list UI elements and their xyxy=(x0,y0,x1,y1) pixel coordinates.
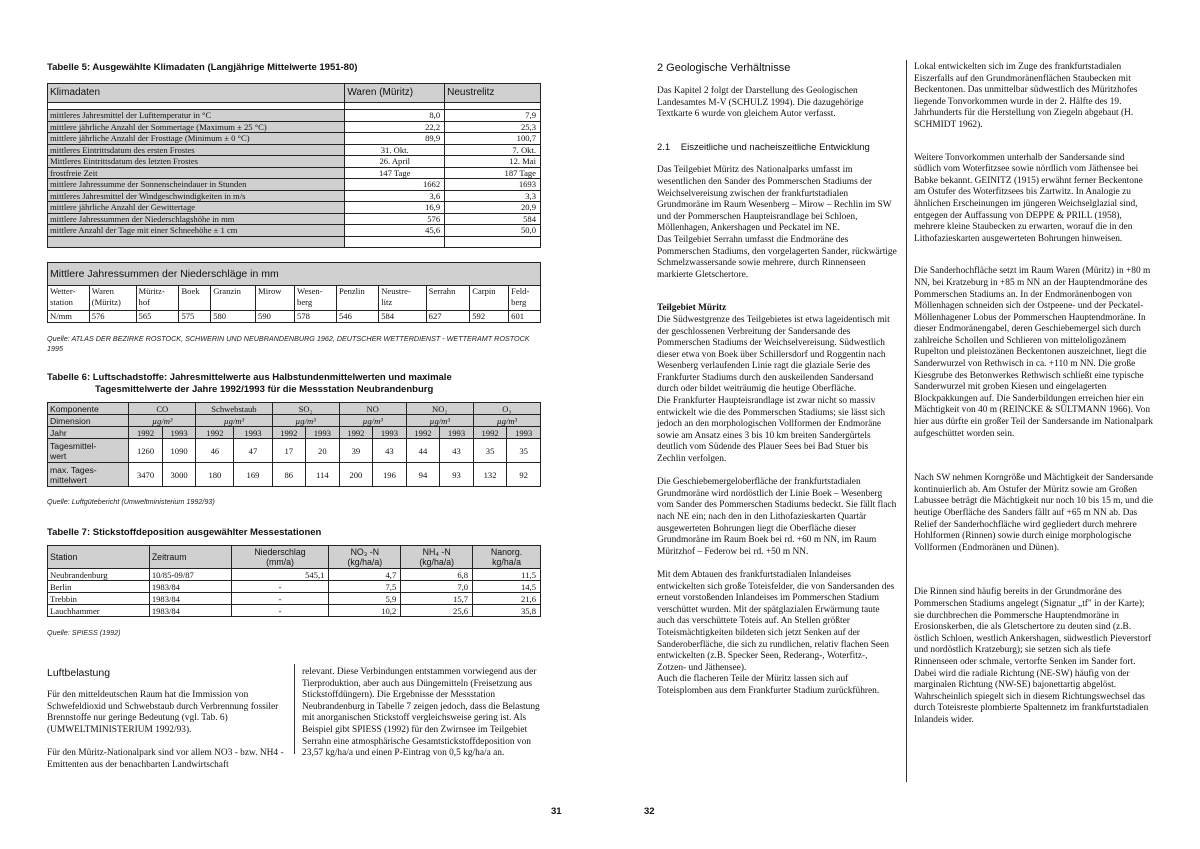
table-cell: 584 xyxy=(445,213,541,225)
table-cell: Neubrandenburg xyxy=(48,569,150,581)
column-header: Boek xyxy=(179,286,211,311)
table-row xyxy=(48,103,541,110)
table-cell xyxy=(345,236,445,248)
table-cell: 3,3 xyxy=(445,190,541,202)
table-cell: 11,5 xyxy=(473,569,541,581)
column-header: Wesen- berg xyxy=(295,286,337,311)
table-cell: 35 xyxy=(507,439,541,463)
table-cell: 5,9 xyxy=(329,593,401,605)
table-cell: 17 xyxy=(272,439,306,463)
table-cell: 100,7 xyxy=(445,133,541,145)
table-cell: 46 xyxy=(196,439,234,463)
table-cell: 31. Okt. xyxy=(345,144,445,156)
table-cell: 86 xyxy=(272,463,306,487)
column-header: Granzin xyxy=(211,286,256,311)
column-header: 1992 xyxy=(129,427,163,439)
table-cell: mittlere Jahressummen der Niederschlagshöhe in mm xyxy=(48,213,345,225)
table-cell: 21,6 xyxy=(473,593,541,605)
table-cell: 35 xyxy=(473,439,507,463)
column-header: Waren (Müritz) xyxy=(345,84,445,103)
column-header: 1993 xyxy=(507,427,541,439)
chapter-heading: 2 Geologische Verhältnisse xyxy=(657,62,791,74)
column-header: µg/m³ xyxy=(196,415,272,427)
column-header: 1992 xyxy=(196,427,234,439)
table-cell: 575 xyxy=(179,311,211,323)
table-cell: 114 xyxy=(306,463,340,487)
table7-source: Quelle: SPIESS (1992) xyxy=(47,628,121,637)
paragraph: Die Geschiebemergeloberfläche der frankfurtstadialen Grundmoräne wird nordöstlich der Linie Boek – Wesenberg vom Sander des Pommerschen Stadiums bedeckt. Sie fällt flach nach NE ein; nach den in den Lithofazieskarten Quartär ausgewerteten Bohrungen liegt die Oberfläche dieser Grundmoräne im Raum Boek bei rd. +60 m NN, im Raum Müritzhof – Federow bei rd. +50 m NN. xyxy=(657,477,897,557)
table-cell: 16,9 xyxy=(345,202,445,214)
luftbelastung-column-1 xyxy=(47,690,287,771)
section-heading: 2.1 Eiszeitliche und nacheiszeitliche Entwicklung xyxy=(657,141,870,153)
table-cell: 92 xyxy=(507,463,541,487)
table-cell: 545,1 xyxy=(231,569,329,581)
table-cell: 580 xyxy=(211,311,256,323)
table-header-row xyxy=(48,403,541,415)
table-cell: 25,6 xyxy=(401,605,473,617)
table-cell: 584 xyxy=(379,311,426,323)
table-cell: 546 xyxy=(336,311,378,323)
table-cell: 1983/84 xyxy=(149,593,231,605)
table-cell: 576 xyxy=(345,213,445,225)
row-header: N/mm xyxy=(48,311,90,323)
column-header: Schwebstaub xyxy=(196,403,272,415)
column-header: 1992 xyxy=(406,427,440,439)
table5-caption: Tabelle 5: Ausgewählte Klimadaten (Langjährige Mittelwerte 1951-80) xyxy=(47,62,358,73)
column-header: NO₃ -N (kg/ha/a) xyxy=(329,546,401,569)
table-cell: 44 xyxy=(406,439,440,463)
table-cell: 169 xyxy=(234,463,272,487)
table-cell: mittleres Jahresmittel der Lufttemperatur in °C xyxy=(48,110,345,122)
table5-source: Quelle: ATLAS DER BEZIRKE ROSTOCK, SCHWERIN UND NEUBRANDENBURG 1962, DEUTSCHER WETTERDIENST - WETTERAMT ROSTOCK 1995 xyxy=(47,334,530,353)
table-header-row xyxy=(48,427,541,439)
column-header: Mirow xyxy=(256,286,295,311)
section-title: Mittlere Jahressummen der Niederschläge in mm xyxy=(48,263,541,286)
paragraph: Auch die flacheren Teile der Müritz lassen sich auf Toteisplomben aus dem Frankfurter Stadium zurückführen. xyxy=(657,674,880,696)
column-header: 1993 xyxy=(440,427,474,439)
table-cell: Berlin xyxy=(48,581,150,593)
table-cell: 3,6 xyxy=(345,190,445,202)
right-column-1 xyxy=(657,86,897,698)
table-cell: 627 xyxy=(426,311,470,323)
table-cell: - xyxy=(231,593,329,605)
table-cell: 1983/84 xyxy=(149,605,231,617)
table-cell: 20 xyxy=(306,439,340,463)
table-row xyxy=(48,581,541,593)
table-cell: 576 xyxy=(89,311,136,323)
table-cell: 7,5 xyxy=(329,581,401,593)
row-header: Wetter- station xyxy=(48,286,90,311)
table-row xyxy=(48,569,541,581)
table-cell: 43 xyxy=(373,439,407,463)
column-header: µg/m³ xyxy=(406,415,473,427)
table-row xyxy=(48,144,541,156)
table-cell: 12. Mai xyxy=(445,156,541,168)
luftbelastung-heading: Luftbelastung xyxy=(47,667,111,679)
table-cell: 14,5 xyxy=(473,581,541,593)
table-header-row xyxy=(48,415,541,427)
table-cell: 196 xyxy=(373,463,407,487)
table-cell: 592 xyxy=(470,311,509,323)
paragraph: Für den mitteldeutschen Raum hat die Immission von Schwefeldioxid und Schwebstaub durch Verbrennung fossiler Brennstoffe nur geringe Bedeutung (vgl. Tab. 6) (UMWELTMINISTERIUM 1992/93). xyxy=(47,690,279,735)
column-header: Neustre- litz xyxy=(379,286,426,311)
table-section-header xyxy=(48,263,541,286)
table-cell: 6,8 xyxy=(401,569,473,581)
table-cell: - xyxy=(231,605,329,617)
table-cell: Trebbin xyxy=(48,593,150,605)
table-cell: 590 xyxy=(256,311,295,323)
table-cell: 1090 xyxy=(162,439,196,463)
table-cell: 35,8 xyxy=(473,605,541,617)
table-cell: 601 xyxy=(509,311,541,323)
column-header: 1993 xyxy=(306,427,340,439)
column-header: SO₂ xyxy=(272,403,339,415)
column-header: NO xyxy=(339,403,406,415)
table6-source: Quelle: Luftgütebericht (Umweltministerium 1992/93) xyxy=(47,497,215,506)
column-header: µg/m³ xyxy=(473,415,540,427)
table-cell: 15,7 xyxy=(401,593,473,605)
column-header: 1993 xyxy=(373,427,407,439)
column-header: Dimension xyxy=(48,415,129,427)
paragraph: Für den Müritz-Nationalpark sind vor allem NO3 - bzw. NH4 -Emittenten aus der benachbarten Landwirtschaft xyxy=(47,747,284,770)
table-cell: 4,7 xyxy=(329,569,401,581)
table-row xyxy=(48,605,541,617)
table-cell: 25,3 xyxy=(445,121,541,133)
paragraph: Die Sanderhochfläche setzt im Raum Waren (Müritz) in +80 m NN, bei Kratzeburg in +85 m NN an der Hauptendmoräne des Pommerschen Stadiums an. In der Endmoränenbogen von Möllenhagen schneiden sich der Ostpeene- und der Peckatel-Möllenhagener Lobus der Pommerschen Hauptendmoräne. In dieser Endmoränengabel, deren Geschiebemergel sich durch zahlreiche Schollen und Schlieren von mitteloligozänem Rupelton und pleistozänen Beckentonen auszeichnet, liegt die Sanderwurzel von Rethwisch in ca. +110 m NN. Die große Kiesgrube des Betonwerkes Rethwisch schließt eine typische Sanderwurzel mit groben Kiesen und eingelagerten Blockpakkungen auf. Die Sanderbildungen erreichen hier ein Mächtigkeit von 40 m (REINCKE & SÜLTMANN 1966). Von hier aus dürfte ein großer Teil der Sandersande im Nationalpark aufgeschüttet worden sein. xyxy=(914,266,1153,439)
table-cell: 50,0 xyxy=(445,225,541,237)
paragraph: Das Teilgebiet Serrahn umfasst die Endmoräne des Pommerschen Stadiums, den vorgelagerten Sander, rückwärtige Schmelzwassersande sowie mehrere, durch Rinnenseen markierte Gletschertore. xyxy=(657,234,897,280)
table-cell: 1693 xyxy=(445,179,541,191)
page-number-left: 31 xyxy=(551,806,562,817)
table-cell: 45,6 xyxy=(345,225,445,237)
table-cell: 1983/84 xyxy=(149,581,231,593)
paragraph: Weitere Tonvorkommen unterhalb der Sandersande sind südlich vom Woterfitzsee sowie nördlich vom Jäthensee bei Babke bekannt. GEINITZ (1915) erwähnt ferner Beckentone am Ostufer des Woterfitzsees bis Zartwitz. In Analogie zu ähnlichen Erscheinungen im jüngeren Weichselglazial sind, entgegen der Auffassung von DEPPE & PRILL (1958), mehrere kleine Staubecken zu erwarten, worauf die in den Lithofazieskarten ausgewerteten Bohrungen hinweisen. xyxy=(914,152,1143,244)
column-header: Penzlin xyxy=(336,286,378,311)
paragraph: Nach SW nehmen Korngröße und Mächtigkeit der Sandersande kontinuierlich ab. Am Ostufer der Müritz sowie am Großen Labussee beträgt die Mächtigkeit nur noch 10 bis 15 m, und die heutige Oberfläche des Sanders fällt auf +65 m NN ab. Das Relief der Sanderhochfläche wird gegliedert durch mehrere Hohlformen (Rinnen) sowie durch einige morphologische Vollformen (Endmoränen und Dünen). xyxy=(914,473,1154,553)
paragraph: Das Kapitel 2 folgt der Darstellung des Geologischen Landesamtes M-V (SCHULZ 1994). Die dazugehörige Textkarte 6 wurde von gleichem Autor verfasst. xyxy=(657,86,864,120)
table5-precipitation xyxy=(47,262,541,323)
right-column-2 xyxy=(914,62,1154,727)
column-header: 1992 xyxy=(339,427,373,439)
column-header: O₃ xyxy=(473,403,540,415)
column-header: Feld- berg xyxy=(509,286,541,311)
column-header: µg/m³ xyxy=(272,415,339,427)
table-header-row xyxy=(48,84,541,103)
column-header: 1992 xyxy=(272,427,306,439)
table-row xyxy=(48,179,541,191)
table6-caption-line2: Tagesmittelwerte der Jahre 1992/1993 für die Messstation Neubrandenburg xyxy=(95,384,434,395)
column-header: Zeitraum xyxy=(149,546,231,569)
table-cell: 180 xyxy=(196,463,234,487)
table-cell: 93 xyxy=(440,463,474,487)
column-header: Müritz- hof xyxy=(136,286,179,311)
column-header: Neustrelitz xyxy=(445,84,541,103)
table-row xyxy=(48,121,541,133)
table-cell: 94 xyxy=(406,463,440,487)
table-cell: mittlere jährliche Anzahl der Frosttage (Minimum ± 0 °C) xyxy=(48,133,345,145)
paragraph: Die Frankfurter Haupteisrandlage ist zwar nicht so massiv entwickelt wie die des Pommerschen Stadiums; sie lässt sich jedoch an den morphologischen Vollformen der Endmoräne sowie am Ansatz eines 3 bis 10 km breiten Sandergürtels deutlich vom Südende des Plauer Sees bei Bad Stuer bis Zechlin verfolgen. xyxy=(657,396,886,465)
table-row xyxy=(48,156,541,168)
table-row xyxy=(48,110,541,122)
column-header: Waren (Müritz) xyxy=(89,286,136,311)
table-cell: 187 Tage xyxy=(445,167,541,179)
table-cell: mittlere Jahressumme der Sonnenscheindauer in Stunden xyxy=(48,179,345,191)
table-cell: 3470 xyxy=(129,463,163,487)
table-row xyxy=(48,202,541,214)
table-row xyxy=(48,213,541,225)
table-row xyxy=(48,167,541,179)
row-header: Tagesmittel- wert xyxy=(48,439,129,463)
table-cell: 10,2 xyxy=(329,605,401,617)
table-cell: mittleres Eintrittsdatum des ersten Frostes xyxy=(48,144,345,156)
table-cell: 147 Tage xyxy=(345,167,445,179)
table-cell: 43 xyxy=(440,439,474,463)
paragraph: Die Rinnen sind häufig bereits in der Grundmoräne des Pommerschen Stadiums angelegt (Signatur „tf" in der Karte); sie durchbrechen die Pommersche Hauptendmoräne in Erosionskerben, die als Gletschertore zu deuten sind (z.B. östlich Schloen, westlich Ankershagen, südwestlich Pieverstorf und nordöstlich Kratzeburg); sie setzen sich als tiefe Rinnenseen oder schmale, vertorfte Senken im Sander fort. Dabei wird die radiale Richtung (NE-SW) häufig von der marginalen Richtung (NW-SE) bajonettartig abgelöst. Wahrscheinlich spiegelt sich in diesem Richtungswechsel das durch Toteisreste plombierte Spaltennetz im frankfurtstadialen Inlandeis wider. xyxy=(914,587,1152,725)
table-cell: 22,2 xyxy=(345,121,445,133)
table-header-row xyxy=(48,546,541,569)
column-header: µg/m³ xyxy=(339,415,406,427)
table-cell: mittlere jährliche Anzahl der Gewittertage xyxy=(48,202,345,214)
table-cell: 7,9 xyxy=(445,110,541,122)
table-row xyxy=(48,463,541,487)
column-header: 1993 xyxy=(234,427,272,439)
table-cell xyxy=(445,103,541,110)
column-header: Niederschlag (mm/a) xyxy=(231,546,329,569)
table-row xyxy=(48,439,541,463)
table-row xyxy=(48,190,541,202)
paragraph: Mit dem Abtauen des frankfurtstadialen Inlandeises entwickelten sich große Toteisfelder, die von Sandersanden des erneut vorstoßenden Inlandeises im Pommerschen Stadium verschüttet wurden. Mit der spätglazialen Erwärmung taute auch das verschüttete Toteis auf. An Stellen größter Toteismächtigkeiten bildeten sich jetzt Senken auf der Sanderoberfläche, die sich zu rundlichen, relativ flachen Seen entwickelten (z.B. Specker Seen, Rederang-, Woterfitz-, Zotzen- und Jäthensee). xyxy=(657,569,895,673)
column-header: Nanorg. kg/ha/a xyxy=(473,546,541,569)
table-cell: 1260 xyxy=(129,439,163,463)
table-cell xyxy=(345,103,445,110)
table-cell: 89,9 xyxy=(345,133,445,145)
table-row xyxy=(48,311,541,323)
paragraph: Lokal entwickelten sich im Zuge des frankfurtstadialen Eiszerfalls auf den Grundmoränenflächen Staubecken mit Beckentonen. Das unmittelbar südwestlich des Müritzhofes liegende Tonvorkommen wurde in der 2. Hälfte des 19. Jahrhunderts für die Herstellung von Ziegeln abgebaut (H. SCHMIDT 1962). xyxy=(914,62,1138,130)
table-cell: 565 xyxy=(136,311,179,323)
column-header: Station xyxy=(48,546,150,569)
table7 xyxy=(47,545,541,617)
column-header: Carpin xyxy=(470,286,509,311)
column-header: 1992 xyxy=(473,427,507,439)
paragraph: Das Teilgebiet Müritz des Nationalparks umfasst im wesentlichen den Sander des Pommerschen Stadiums der Weichselvereisung zwischen der frankfurtstadialen Grundmoräne im Raum Wesenberg – Mirow – Rechlin im SW und der Pommerschen Haupteisrandlage bei Schloen, Möllenhagen, Ankershagen und Peckatel im NE. xyxy=(657,165,892,234)
table-cell: 47 xyxy=(234,439,272,463)
table-cell: 39 xyxy=(339,439,373,463)
table-cell: Mittleres Eintrittsdatum des letzten Frostes xyxy=(48,156,345,168)
column-header: µg/m³ xyxy=(129,415,196,427)
table-row xyxy=(48,593,541,605)
column-header: 1993 xyxy=(162,427,196,439)
table-cell: 200 xyxy=(339,463,373,487)
table-cell: frostfreie Zeit xyxy=(48,167,345,179)
table-row xyxy=(48,236,541,248)
table-cell: - xyxy=(231,581,329,593)
table-cell: Lauchhammer xyxy=(48,605,150,617)
table-row xyxy=(48,133,541,145)
table-cell: 578 xyxy=(295,311,337,323)
column-header: Komponente xyxy=(48,403,129,415)
table-cell: 7. Okt. xyxy=(445,144,541,156)
table-cell xyxy=(48,103,345,110)
table-cell: 20,9 xyxy=(445,202,541,214)
table-row xyxy=(48,225,541,237)
luftbelastung-column-2 xyxy=(302,667,542,760)
table5 xyxy=(47,83,541,248)
table-cell: mittleres Jahresmittel der Windgeschwindigkeiten in m/s xyxy=(48,190,345,202)
page-number-right: 32 xyxy=(644,806,655,817)
table-row xyxy=(48,286,541,311)
table-cell xyxy=(48,236,345,248)
subsection-heading: Teilgebiet Müritz xyxy=(657,303,727,314)
column-header: CO xyxy=(129,403,196,415)
table-cell: 3000 xyxy=(162,463,196,487)
column-header: Jahr xyxy=(48,427,129,439)
table7-caption: Tabelle 7: Stickstoffdeposition ausgewählter Messestationen xyxy=(47,527,322,538)
table-cell: 10/85-09/87 xyxy=(149,569,231,581)
paragraph: relevant. Diese Verbindungen entstammen vorwiegend aus der Tierproduktion, aber auch aus Düngemitteln (Freisetzung aus Stickstoffdüngern). Die Ergebnisse der Messstation Neubrandenburg in Tabelle 7 zeigen jedoch, dass die Belastung mit anorganischen Stickstoff vergleichsweise gering ist. Als Beispiel gibt SPIESS (1992) für den Zwirnsee im Teilgebiet Serrahn eine atmosphärische Gesamtstickstoffdeposition von 23,57 kg/ha/a und einen P-Eintrag von 0,5 kg/ha/a an. xyxy=(302,667,540,759)
table6 xyxy=(47,402,541,487)
table-cell: 8,0 xyxy=(345,110,445,122)
column-divider xyxy=(294,664,295,754)
paragraph: Die Südwestgrenze des Teilgebietes ist etwa lageidentisch mit der geschlossenen Verbreitung der Sandersande des Pommerschen Stadiums der Weichselvereisung. Südwestlich dieser etwa von Boek über Schillersdorf und Roggentin nach Wesenberg verlaufenden Linie ragt die glaziale Serie des Frankfurter Stadiums durch den auskeilenden Sandersand durch oder bildet weiträumig die heutige Oberfläche. xyxy=(657,314,890,395)
row-header: max. Tages- mittelwert xyxy=(48,463,129,487)
table-cell: 132 xyxy=(473,463,507,487)
table-cell: mittlere Anzahl der Tage mit einer Schneehöhe ± 1 cm xyxy=(48,225,345,237)
column-header: NO₂ xyxy=(406,403,473,415)
table-cell: 1662 xyxy=(345,179,445,191)
table-cell: 7,0 xyxy=(401,581,473,593)
table6-caption-line1: Tabelle 6: Luftschadstoffe: Jahresmittelwerte aus Halbstundenmittelwerten und maximale xyxy=(47,372,452,383)
column-header: Klimadaten xyxy=(48,84,345,103)
column-divider xyxy=(906,60,907,782)
column-header: NH₄ -N (kg/ha/a) xyxy=(401,546,473,569)
table-cell: 26. April xyxy=(345,156,445,168)
column-header: Serrahn xyxy=(426,286,470,311)
table-cell xyxy=(445,236,541,248)
table-cell: mittlere jährliche Anzahl der Sommertage (Maximum ± 25 °C) xyxy=(48,121,345,133)
